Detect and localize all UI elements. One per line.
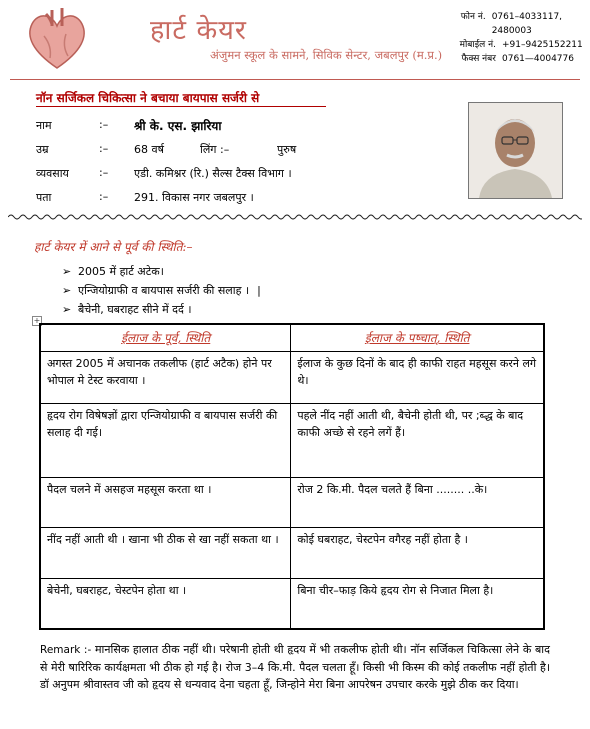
list-item bbox=[62, 300, 261, 319]
column-header-before: ईलाज के पूर्व, स्थिति bbox=[40, 324, 291, 352]
remark-text: मानसिक हालात ठीक नहीं थी। परेषानी होती थी हृदय में भी तकलीफ होती थी। नॉन सर्जिकल चिकित्सा लेने के बाद से मेरी षारिरिक कार्यक्षमता भी ठीक हो गई है। रोज 3–4 कि.मी. पैदल चलता हूँ। किसी भी किस्म की कोई तकलीफ नहीं होती है। डॉ अनुपम श्रीवास्तव जी को हृदय से धन्यवाद देना चहता हूँ, जिन्होने मेरा बिना आपरेषन उपचार करके मुझे ठीक कर दिया। bbox=[40, 643, 550, 691]
list-item bbox=[62, 281, 261, 300]
table-move-handle-icon[interactable]: + bbox=[33, 316, 41, 325]
address-separator: :– bbox=[99, 190, 109, 203]
clinic-address: अंजुमन स्कूल के सामने, सिविक सेन्टर, जबलपुर (म.प्र.) bbox=[210, 48, 443, 62]
occupation-value: एडी. कमिश्नर (रि.) सैल्स टैक्स विभाग । bbox=[134, 167, 292, 180]
table-cell: हृदय रोग विषेषज्ञों द्वारा एन्जियोग्राफी व बायपास सर्जरी की सलाह दी गई। bbox=[40, 404, 291, 478]
table-cell: नींद नहीं आती थी । खाना भी ठीक से खा नहीं सकता था । bbox=[40, 528, 291, 579]
table-row bbox=[40, 579, 544, 629]
table-cell: पहले नींद नहीं आती थी, बैचेनी होती थी, पर ;ब्द्ध के बाद काफी अच्छे से रहने लगें हैं। bbox=[291, 404, 544, 478]
table-cell: ईलाज के कुछ दिनों के बाद ही काफी राहत महसूस करने लगे थे। bbox=[291, 352, 544, 404]
wavy-divider bbox=[8, 212, 582, 222]
previous-condition-title: हार्ट केयर में आने से पूर्व की स्थिति:– bbox=[34, 240, 193, 254]
contact-value: 0761–4033117, 2480003 bbox=[491, 12, 563, 36]
patient-info bbox=[36, 0, 456, 210]
text-cursor: | bbox=[257, 284, 261, 297]
comparison-table bbox=[39, 323, 545, 630]
address-value: 291. विकास नगर जबलपुर । bbox=[134, 191, 254, 204]
remark-paragraph bbox=[40, 641, 550, 693]
column-header-after: ईलाज के पष्चात्, स्थिति bbox=[291, 324, 544, 352]
arrow-bullet-icon: ➢ bbox=[62, 284, 72, 297]
patient-photo bbox=[468, 102, 563, 199]
table-row bbox=[40, 478, 544, 528]
name-separator: :– bbox=[99, 118, 109, 131]
table-row bbox=[40, 404, 544, 478]
occupation-label: व्यवसाय bbox=[36, 167, 69, 180]
contact-label: फोन नं. bbox=[460, 12, 486, 22]
age-value: 68 वर्ष bbox=[134, 143, 164, 156]
table-cell: कोई घबराहट, चेस्टपेन वगैरह नहीं होता है । bbox=[291, 528, 544, 579]
table-cell: पैदल चलने में असहज महसूस करता था । bbox=[40, 478, 291, 528]
table-row bbox=[40, 528, 544, 579]
table-cell: अगस्त 2005 में अचानक तकलीफ (हार्ट अटैक) होने पर भोपाल मे टेस्ट करवाया । bbox=[40, 352, 291, 404]
page-headline: नॉन सर्जिकल चिकित्सा ने बचाया बायपास सर्जरी से bbox=[36, 91, 260, 105]
table-cell: बिना चीर–फाड़ किये हृदय रोग से निजात मिला है। bbox=[291, 579, 544, 629]
contact-label: फैक्स नंबर bbox=[461, 54, 496, 64]
age-separator: :– bbox=[99, 142, 109, 155]
gender-value: पुरुष bbox=[277, 143, 297, 156]
list-item bbox=[62, 262, 261, 281]
remark-label: Remark :- bbox=[40, 644, 92, 656]
table-header-row bbox=[40, 324, 544, 352]
arrow-bullet-icon: ➢ bbox=[62, 265, 72, 278]
table-cell: बेचेनी, घबराहट, चेस्टपेन होता था । bbox=[40, 579, 291, 629]
table-row bbox=[40, 352, 544, 404]
occupation-separator: :– bbox=[99, 166, 109, 179]
brand-title: हार्ट केयर bbox=[150, 15, 247, 46]
list-item-text: एन्जियोग्राफी व बायपास सर्जरी की सलाह । bbox=[78, 284, 250, 297]
table-cell: रोज 2 कि.मी. पैदल चलते हैं बिना ........ ..के। bbox=[291, 478, 544, 528]
contact-value: 0761—4004776 bbox=[502, 54, 574, 64]
arrow-bullet-icon: ➢ bbox=[62, 303, 72, 316]
age-label: उम्र bbox=[36, 143, 49, 156]
previous-condition-list bbox=[62, 262, 261, 319]
address-label: पता bbox=[36, 191, 52, 204]
list-item-text: 2005 में हार्ट अटेक। bbox=[78, 265, 164, 278]
contact-value: +91–9425152211 bbox=[502, 40, 583, 50]
contact-label: मोबाईल नं. bbox=[459, 40, 496, 50]
name-value: श्री के. एस. झारिया bbox=[134, 119, 222, 133]
gender-label: लिंग :– bbox=[200, 143, 230, 156]
list-item-text: बैचेनी, घबराहट सीने में दर्द । bbox=[78, 303, 192, 316]
name-label: नाम bbox=[36, 119, 52, 132]
